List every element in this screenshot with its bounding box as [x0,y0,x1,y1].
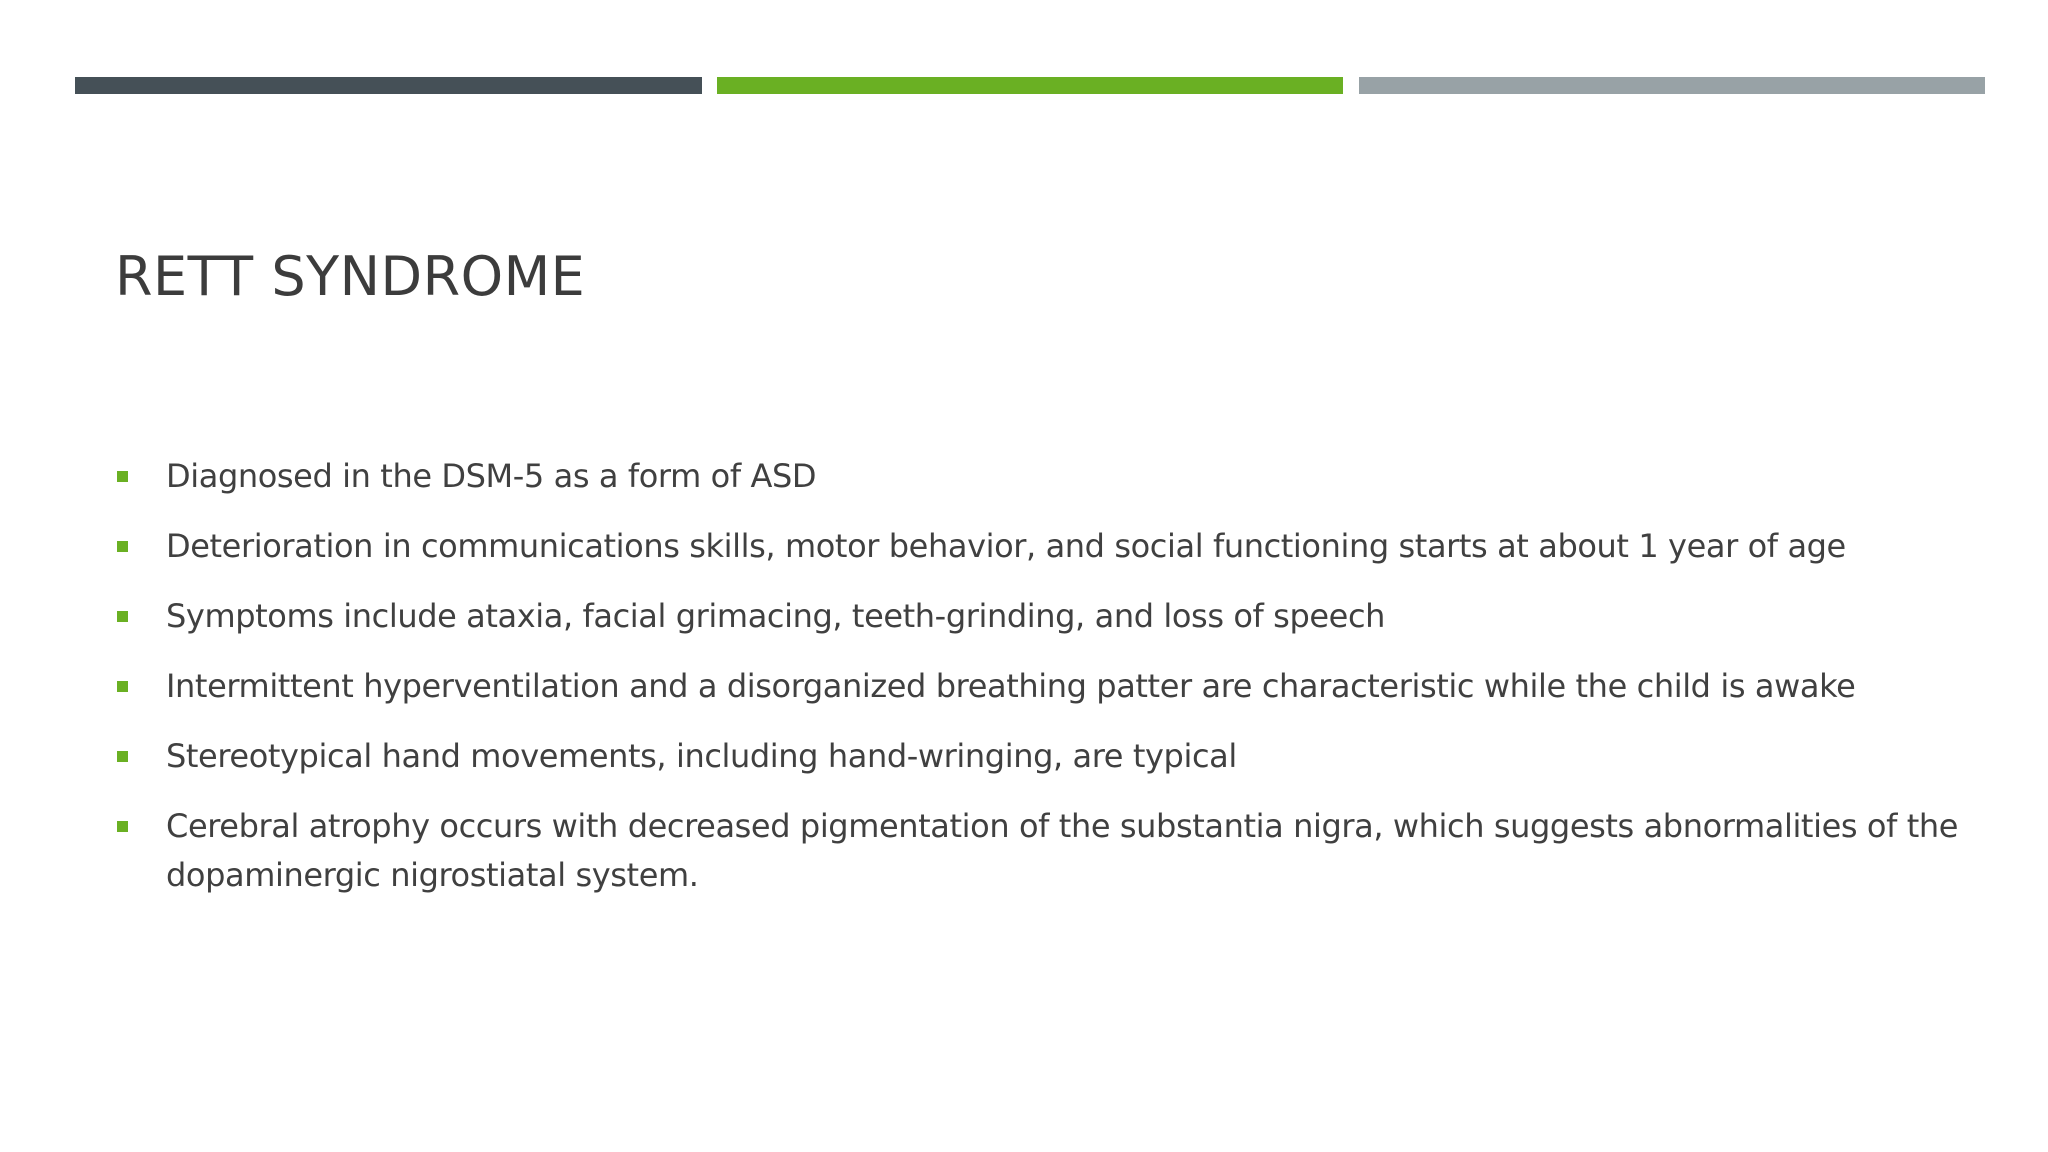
square-bullet-icon [117,821,128,832]
bullet-text: Deterioration in communications skills, motor behavior, and social functioning starts at about 1 year of age [166,527,1846,565]
square-bullet-icon [117,541,128,552]
square-bullet-icon [117,681,128,692]
bullet-item [115,452,1995,501]
square-bullet-icon [117,751,128,762]
accent-bar-dark [75,77,702,94]
slide-title: RETT SYNDROME [115,245,586,308]
accent-bar-gray [1359,77,1985,94]
bullet-item [115,592,1995,641]
bullet-item [115,662,1995,711]
square-bullet-icon [117,471,128,482]
bullet-item [115,522,1995,571]
accent-bar-green [717,77,1343,94]
bullet-item [115,732,1995,781]
bullet-text: Intermittent hyperventilation and a disorganized breathing patter are characteristic while the child is awake [166,667,1856,705]
bullet-text: Symptoms include ataxia, facial grimacing, teeth-grinding, and loss of speech [166,597,1386,635]
bullet-text: Diagnosed in the DSM-5 as a form of ASD [166,457,817,495]
bullet-item [115,802,1995,900]
square-bullet-icon [117,611,128,622]
bullet-list [115,452,1995,921]
bullet-text: Cerebral atrophy occurs with decreased pigmentation of the substantia nigra, which suggests abnormalities of the dopaminergic nigrostiatal system. [166,807,1959,894]
bullet-text: Stereotypical hand movements, including hand-wringing, are typical [166,737,1237,775]
